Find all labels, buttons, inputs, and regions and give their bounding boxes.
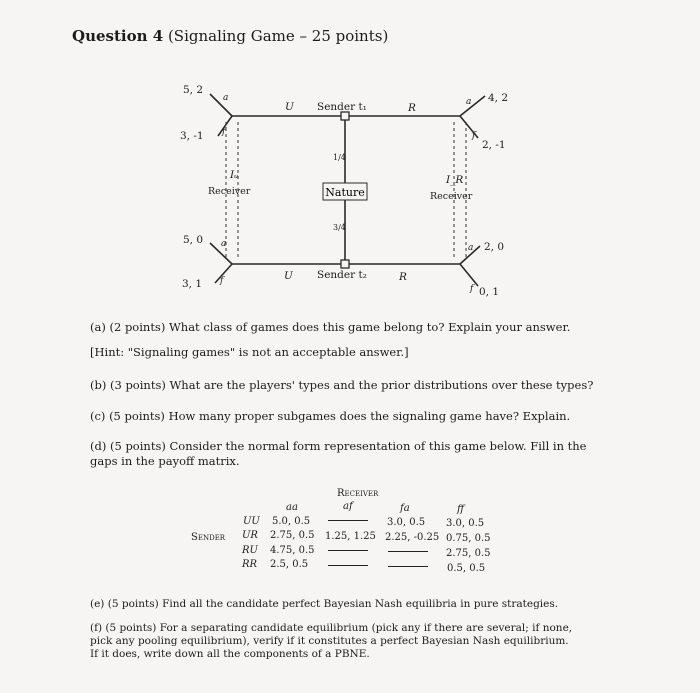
matrix-blank-RU-fa — [388, 545, 428, 556]
matrix-cell-UU-fa: 3.0, 0.5 — [387, 517, 426, 528]
payoff-tl-f: 3, -1 — [180, 130, 204, 142]
edge-tl-a — [210, 94, 232, 116]
sender-t2-node — [341, 260, 349, 268]
matrix-cell-UR-aa: 2.75, 0.5 — [270, 530, 315, 541]
part-d-line2: gaps in the payoff matrix. — [90, 454, 240, 468]
matrix-row-RR: RR — [242, 559, 258, 570]
action-a-bl: a — [221, 239, 227, 249]
part-f-line2: pick any pooling equilibrium), verify if it constitutes a perfect Bayesian Nash equilibrium. — [90, 635, 569, 647]
prob-top: 1/4 — [333, 153, 346, 162]
matrix-cell-UU-ff: 3.0, 0.5 — [446, 518, 485, 529]
payoff-tl-a: 5, 2 — [183, 84, 204, 96]
payoff-bl-a: 5, 0 — [183, 234, 204, 246]
info-set-IU: Iᵤ — [230, 169, 239, 181]
part-f-line3: If it does, write down all the components of a PBNE. — [90, 648, 370, 660]
part-b: (b) (3 points) What are the players' types and the prior distributions over these types? — [90, 378, 594, 392]
matrix-cell-UU-aa: 5.0, 0.5 — [272, 516, 311, 527]
receiver-left-label: Receiver — [208, 186, 251, 197]
action-a-tl: a — [223, 93, 229, 103]
matrix-cell-UR-ff: 0.75, 0.5 — [446, 533, 491, 544]
sender-t2-label: Sender t₂ — [317, 269, 367, 281]
message-R-top: R — [408, 102, 416, 114]
question-number: Question 4 — [72, 27, 164, 45]
matrix-blank-UU-af — [328, 514, 368, 525]
payoff-br-f: 0, 1 — [479, 286, 500, 298]
payoff-tr-a: 4, 2 — [488, 92, 509, 104]
part-f-line1: (f) (5 points) For a separating candidate equilibrium (pick any if there are several; if none, — [90, 622, 573, 634]
action-f-tr: f — [472, 131, 476, 141]
matrix-blank-RR-af — [328, 559, 368, 570]
payoff-bl-f: 3, 1 — [182, 278, 203, 290]
payoff-br-a: 2, 0 — [484, 241, 505, 253]
part-d-line1: (d) (5 points) Consider the normal form representation of this game below. Fill in the — [90, 439, 587, 453]
nature-label: Nature — [325, 186, 365, 199]
matrix-cell-UR-fa: 2.25, -0.25 — [385, 532, 440, 543]
message-R-bottom: R — [399, 271, 407, 283]
part-c: (c) (5 points) How many proper subgames does the signaling game have? Explain. — [90, 409, 571, 423]
part-a: (a) (2 points) What class of games does this game belong to? Explain your answer. — [90, 320, 571, 334]
info-set-IR: I_R — [446, 174, 464, 186]
edge-br-f — [460, 264, 478, 286]
edge-bl-f — [215, 264, 232, 283]
question-subtitle: (Signaling Game – 25 points) — [167, 27, 389, 45]
matrix-blank-RU-af — [328, 544, 368, 555]
matrix-cell-UR-af: 1.25, 1.25 — [325, 531, 376, 542]
part-a-hint: [Hint: "Signaling games" is not an acceptable answer.] — [90, 345, 409, 359]
action-f-bl: f — [220, 276, 224, 286]
sender-t1-node — [341, 112, 349, 120]
matrix-receiver-label: Receiver — [337, 488, 379, 499]
game-tree — [0, 0, 700, 320]
matrix-col-af: af — [343, 501, 353, 512]
matrix-cell-RR-ff: 0.5, 0.5 — [447, 563, 486, 574]
message-U-top: U — [285, 101, 294, 113]
matrix-col-ff: ff — [457, 504, 465, 515]
matrix-blank-RR-fa — [388, 560, 428, 571]
action-f-tl: f — [222, 127, 226, 137]
matrix-row-RU: RU — [242, 545, 258, 556]
matrix-cell-RR-aa: 2.5, 0.5 — [270, 559, 309, 570]
action-a-tr: a — [466, 97, 472, 107]
matrix-row-UU: UU — [243, 516, 260, 527]
message-U-bottom: U — [284, 270, 293, 282]
matrix-cell-RU-ff: 2.75, 0.5 — [446, 548, 491, 559]
sender-t1-label: Sender t₁ — [317, 101, 367, 113]
receiver-right-label: Receiver — [430, 191, 473, 202]
part-e: (e) (5 points) Find all the candidate perfect Bayesian Nash equilibria in pure strategies. — [90, 598, 559, 610]
edge-tr-a — [460, 96, 485, 116]
prob-bottom: 3/4 — [333, 223, 346, 232]
matrix-col-fa: fa — [400, 503, 410, 514]
payoff-tr-f: 2, -1 — [482, 139, 506, 151]
action-f-br: f — [470, 284, 474, 294]
matrix-sender-label: Sender — [191, 532, 226, 543]
action-a-br: a — [468, 243, 474, 253]
matrix-row-UR: UR — [242, 530, 258, 541]
matrix-col-aa: aa — [286, 502, 298, 513]
matrix-cell-RU-aa: 4.75, 0.5 — [270, 545, 315, 556]
